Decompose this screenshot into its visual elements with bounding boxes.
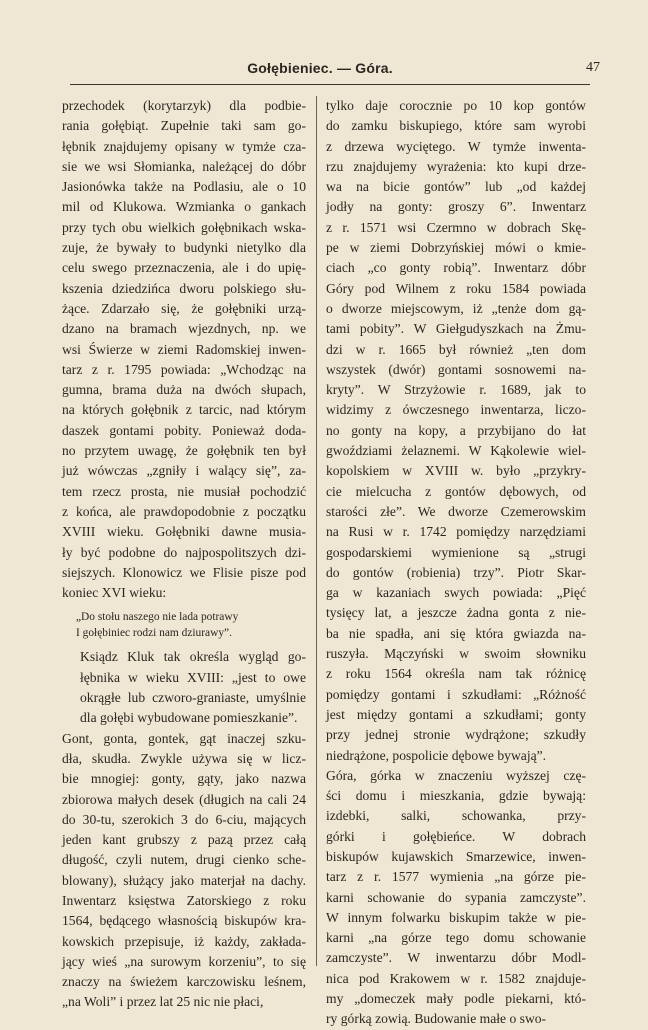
text-line: zbiorowa małych desek (długich na cali 24: [62, 791, 306, 807]
text-line: niedrążone, pospolicie dębowe bywają”.: [326, 747, 547, 763]
running-header: [40, 60, 600, 82]
text-line: dla gołębi wybudowane pomieszkanie”.: [80, 710, 298, 726]
text-line: dła, skudła. Zwykle używa się w licz-: [62, 750, 306, 766]
left-column: [62, 96, 306, 1013]
text-line: ry górką zowią. Budowanie małe o swo-: [326, 1011, 547, 1027]
text-line: rzu znajdujemy wyrażenia: kto kupi drze-: [326, 158, 586, 174]
text-line: zamczyste”. W inwentarzu dóbr Modl-: [326, 950, 586, 966]
text-line: do gontów (robienia) trzy”. Piotr Skar-: [326, 564, 586, 580]
text-line: przy jednej stronie wydrążone; szkudły: [326, 727, 586, 743]
text-line: my „domeczek mały podle piekarni, któ-: [326, 991, 586, 1007]
text-line: ciach „co gonty robią”. Inwentarz dóbr: [326, 260, 586, 276]
text-line: jest między gontami a szkudłami; gonty: [326, 706, 586, 722]
text-line: dzano na bramach wjezdnych, np. we: [62, 321, 306, 337]
text-line: z r. 1571 wsi Czermno w dobrach Skę-: [326, 219, 586, 235]
text-line: ga w kazaniach swych powiada: „Pięć: [326, 585, 586, 601]
text-line: siejszych. Klonowicz we Flisie pisze pod: [62, 564, 306, 580]
text-line: tylko daje corocznie po 10 kop gontów: [326, 98, 586, 113]
text-line: jący wieś „na surowym korzeniu”, to się: [62, 953, 306, 969]
text-line: na których gołębnik z tarcic, nad którym: [62, 402, 306, 418]
text-line: celu swego przeznaczenia, ale i do upię-: [62, 260, 306, 276]
text-line: widzimy z ówczesnego inwentarza, liczo-: [326, 402, 586, 418]
text-line: izdebki, salki, schowanka, przy-: [326, 808, 586, 824]
text-line: tarz z r. 1577 wymienia „na górze pie-: [326, 869, 586, 885]
text-line: z roku 1564 określa nam tak różnicę: [326, 666, 586, 682]
text-line: biskupów kujawskich Smarzewice, inwen-: [326, 848, 586, 864]
text-line: jodły na gonty: groszy 6”. Inwentarz: [326, 199, 586, 215]
entry-gora: [326, 766, 586, 1030]
text-line: gwoździami żelaznemi. W Kąkolewie wiel-: [326, 443, 586, 459]
text-line: pomiędzy gontami i szkudłami: „Różność: [326, 686, 586, 702]
text-line: daszek gontami pobity. Ponieważ doda-: [62, 422, 306, 438]
text-line: z końca, ale prawdopodobnie z początku: [62, 503, 306, 519]
text-line: łębnik znajdujemy opisany w tymże cza-: [62, 138, 306, 154]
text-line: kopolskiem w XVIII w. było „przykry-: [326, 463, 586, 479]
text-line: kryty”. W Strzyżowie r. 1689, jak to: [326, 382, 586, 398]
text-line: koniec XVI wieku:: [62, 585, 167, 601]
text-line: nica pod Krakowem w r. 1582 znajduje-: [326, 970, 586, 986]
running-title: Gołębieniec. — Góra.: [247, 60, 393, 76]
text-line: no gonty na kopy, a przybijano do łat: [326, 422, 586, 438]
right-column: [326, 96, 586, 1030]
text-line: karni „na górze tego domu schowanie: [326, 930, 586, 946]
text-line: gospodarskiemi wymienione są „strugi: [326, 544, 586, 560]
text-line: kowskich przepisuje, iż każdy, zakłada-: [62, 933, 306, 949]
text-line: I gołębiniec rodzi nam dziurawy”.: [76, 627, 232, 640]
verse-quote: [76, 609, 306, 641]
text-line: pe w ziemi Dobrzyńskiej mówi o kmie-: [326, 240, 586, 256]
text-line: Jasionówka także na Podlasiu, ale o 10: [62, 179, 306, 195]
text-line: starości złe”. We dworze Czemerowskim: [326, 503, 586, 519]
text-line: tysięcy lat, a jeszcze żadna gonta z nie-: [326, 605, 586, 621]
text-line: Inwentarz księstwa Zatorskiego z roku: [62, 892, 306, 908]
column-divider: [316, 96, 317, 966]
left-paragraph-2: [62, 647, 306, 728]
header-rule: [70, 84, 590, 85]
left-paragraph-1: [62, 96, 306, 603]
text-line: mil od Klukowa. Wzmianka o gankach: [62, 199, 306, 215]
text-line: kszenia dziedzińca dworu polskiego słu-: [62, 280, 306, 296]
entry-gont: [62, 729, 306, 1013]
text-line: o dworze miejscowym, iż „tenże dom gą-: [326, 300, 586, 316]
text-line: tami pobity”. W Giełgudyszkach na Żmu-: [326, 321, 586, 337]
text-line: przechodek (korytarzyk) dla podbie-: [62, 98, 306, 113]
text-line: łębnika w wieku XVIII: „jest to owe: [80, 669, 306, 685]
text-line: rania gołębiąt. Zupełnie taki sam go-: [62, 118, 306, 134]
text-line: ści domu i mieszkania, gdzie bywają:: [326, 788, 586, 804]
text-line: „na Woli” i przez lat 25 nic nie płaci,: [62, 994, 264, 1010]
text-line: ruszyła. Mączyński w swoim słowniku: [326, 646, 586, 662]
text-line: bie mnogiej: gonty, gąty, jako nazwa: [62, 771, 306, 787]
right-paragraph-1: [326, 96, 586, 766]
text-line: tarz z r. 1795 powiada: „Wchodząc na: [62, 361, 306, 377]
text-line: no przytem uwagę, że gołębnik ten był: [62, 443, 306, 459]
text-line: z drzewa wyciętego. W tymże inwenta-: [326, 138, 586, 154]
text-line: długość, czyli nutem, drugi cienko sche-: [62, 852, 306, 868]
text-line: „Do stołu naszego nie lada potrawy: [76, 611, 239, 624]
text-line: W innym folwarku biskupim także w pie-: [326, 909, 586, 925]
text-line: górki i gołębiеńce. W dobrach: [326, 828, 586, 844]
text-line: jeden kant grubszy z pazą przez całą: [62, 832, 306, 848]
text-line: Góra, górka w znaczeniu wyższej czę-: [326, 767, 586, 783]
text-line: wa na bicie gontów” lub „od każdej: [326, 179, 586, 195]
text-line: przy tych obu wielkich gołębnikach wska-: [62, 219, 306, 235]
page-number: 47: [586, 60, 600, 75]
text-line: Góry pod Wilnem z roku 1584 powiada: [326, 280, 586, 296]
text-line: dzi w r. 1665 był również „ten dom: [326, 341, 586, 357]
text-line: Ksiądz Kluk tak określa wygląd go-: [80, 649, 306, 665]
text-line: żące. Zdarzało się, że gołębniki urzą-: [62, 300, 306, 316]
text-line: blowany), służący jako materjał na dachy.: [62, 872, 306, 888]
text-line: wsi Świerze w ziemi Radomskiej inwen-: [62, 341, 306, 357]
text-line: do 30-tu, szerokich 3 do 6-ciu, mających: [62, 811, 306, 827]
text-line: 1564, będącego własnością biskupów kra-: [62, 913, 306, 929]
text-line: ły być podobne do najpospolitszych dzi-: [62, 544, 306, 560]
text-line: karni schowanie do sypania zamczyste”.: [326, 889, 586, 905]
text-line: na Rusi w r. 1742 pomiędzy narzędziami: [326, 524, 586, 540]
text-line: już wówczas „zgniły i walący się”, za-: [62, 463, 306, 479]
text-line: tem rzecz prosta, nie musiał pochodzić: [62, 483, 306, 499]
text-line: gumna, brama duża na dwóch słupach,: [62, 382, 306, 398]
text-line: XVIII wieku. Gołębniki dawne musia-: [62, 524, 306, 540]
text-line: ba nie spadła, ani się która gwiazda na-: [326, 625, 586, 641]
text-line: sie we wsi Słomianka, należącej do dóbr: [62, 158, 306, 174]
text-line: znaczy na świeżem karczowisku leśnem,: [62, 974, 306, 990]
text-line: okrągłe lub czworo-graniaste, umyślnie: [80, 690, 306, 706]
text-line: cie mielcucha z gontów dębowych, od: [326, 483, 586, 499]
text-line: zuje, że bywały to budynki nietylko dla: [62, 240, 306, 256]
text-line: wszystek (dwór) gontami sosnowemi na-: [326, 361, 586, 377]
text-line: do zamku biskupiego, które sam wyrobi: [326, 118, 586, 134]
text-line: Gont, gonta, gontek, gąt inaczej szku-: [62, 730, 306, 746]
